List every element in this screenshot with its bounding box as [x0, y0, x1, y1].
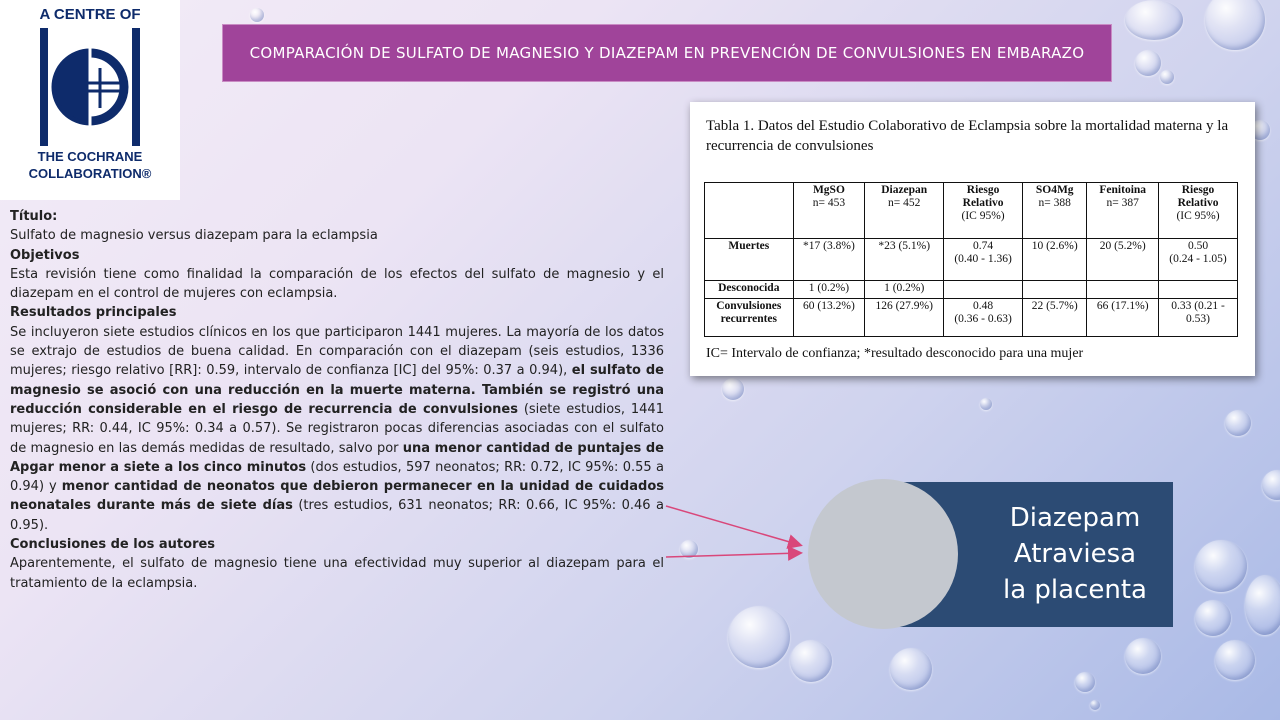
table-cell: 126 (27.9%)	[865, 299, 944, 337]
table-cell: *23 (5.1%)	[865, 239, 944, 281]
arrow-line	[666, 506, 800, 545]
table-cell: 22 (5.7%)	[1023, 299, 1087, 337]
res-segment: (siete estudios, 1441 mujeres; RR: 0.44, IC 95%: 0.34 a 0.57). Se registraron pocas diferencias asociadas con el sulfato de magnesio en las demás medidas de resultado, salvo por	[10, 401, 664, 456]
objetivos-text: Esta revisión tiene como finalidad la comparación de los efectos del sulfato de magnesio y el diazepam en el control de mujeres con eclampsia.	[10, 266, 664, 302]
header-cell: Riesgo Relativo (IC 95%)	[1159, 183, 1238, 239]
logo-line-1: A CENTRE OF	[39, 6, 141, 23]
resultados-label: Resultados principales	[10, 305, 177, 321]
logo-line-3: COLLABORATION®	[28, 166, 152, 181]
table-cell: 20 (5.2%)	[1087, 239, 1159, 281]
table-footnote: IC= Intervalo de confianza; *resultado desconocido para una mujer	[706, 346, 1084, 361]
row-label-cell: Convulsiones recurrentes	[705, 299, 794, 337]
res-segment: (dos estudios, 597 neonatos; RR: 0.72, IC 95%: 0.55 a 0.94) y	[10, 459, 664, 495]
table-cell: 1 (0.2%)	[865, 281, 944, 299]
table-cell: 0.74 (0.40 - 1.36)	[944, 239, 1023, 281]
table-cell: 66 (17.1%)	[1087, 299, 1159, 337]
table-cell: 0.33 (0.21 - 0.53)	[1159, 299, 1238, 337]
table-cell: 60 (13.2%)	[793, 299, 865, 337]
callout-line: Atraviesa	[1013, 539, 1137, 569]
res-bold-segment: una menor cantidad de puntajes de Apgar menor a siete a los cinco minutos	[10, 440, 665, 475]
titulo-text: Sulfato de magnesio versus diazepam para la eclampsia	[10, 228, 378, 244]
row-label-cell: Desconocida	[705, 281, 794, 299]
header-cell: MgSO n= 453	[793, 183, 865, 239]
conclusiones-text: Aparentemente, el sulfato de magnesio tiene una efectividad muy superior al diazepam para el tratamiento de la eclampsia.	[10, 556, 664, 591]
callout-line: Diazepam	[1009, 503, 1141, 533]
titulo-label: Título:	[10, 209, 58, 224]
table-caption: Tabla 1. Datos del Estudio Colaborativo de Eclampsia sobre la mortalidad materna y la recurrencia de convulsiones	[706, 118, 1229, 154]
header-cell: Riesgo Relativo (IC 95%)	[944, 183, 1023, 239]
header-cell: Diazepan n= 452	[865, 183, 944, 239]
conclusiones-label: Conclusiones de los autores	[10, 537, 216, 553]
table-cell: *17 (3.8%)	[793, 239, 865, 281]
res-segment: Se incluyeron siete estudios clínicos en los que participaron 1441 mujeres. La mayoría de los datos se extrajo de estudios de buena calidad. En comparación con el diazepam (seis estudios, 1336 mujeres; riesgo relativo [RR]: 0.59, intervalo de confianza [IC] del 95%: 0.37 a 0.94),	[10, 324, 664, 379]
res-bold-segment: el sulfato de magnesio se asoció con una reducción en la muerte materna. También se registró una reducción considerable en el riesgo de recurrencia de convulsiones	[10, 363, 664, 417]
res-bold-segment: menor cantidad de neonatos que debieron permanecer en la unidad de cuidados neonatales durante más de siete días	[10, 479, 664, 514]
table-cell: 0.50 (0.24 - 1.05)	[1159, 239, 1238, 281]
arrow-line	[666, 553, 800, 557]
table-cell: 0.48 (0.36 - 0.63)	[944, 299, 1023, 337]
table-cell: 1 (0.2%)	[793, 281, 865, 299]
objetivos-label: Objetivos	[10, 247, 80, 263]
table-cell: 10 (2.6%)	[1023, 239, 1087, 281]
header-cell: SO4Mg n= 388	[1023, 183, 1087, 239]
callout-line: la placenta	[1003, 575, 1147, 605]
res-segment: (tres estudios, 631 neonatos; RR: 0.66, IC 95%: 0.46 a 0.95).	[10, 498, 664, 533]
row-label-cell: Muertes	[705, 239, 794, 281]
header-cell: Fenitoina n= 387	[1087, 183, 1159, 239]
logo-line-2: THE COCHRANE	[37, 149, 143, 164]
slide-title: COMPARACIÓN DE SULFATO DE MAGNESIO Y DIAZEPAM EN PREVENCIÓN DE CONVULSIONES EN EMBARAZO	[222, 24, 1112, 82]
